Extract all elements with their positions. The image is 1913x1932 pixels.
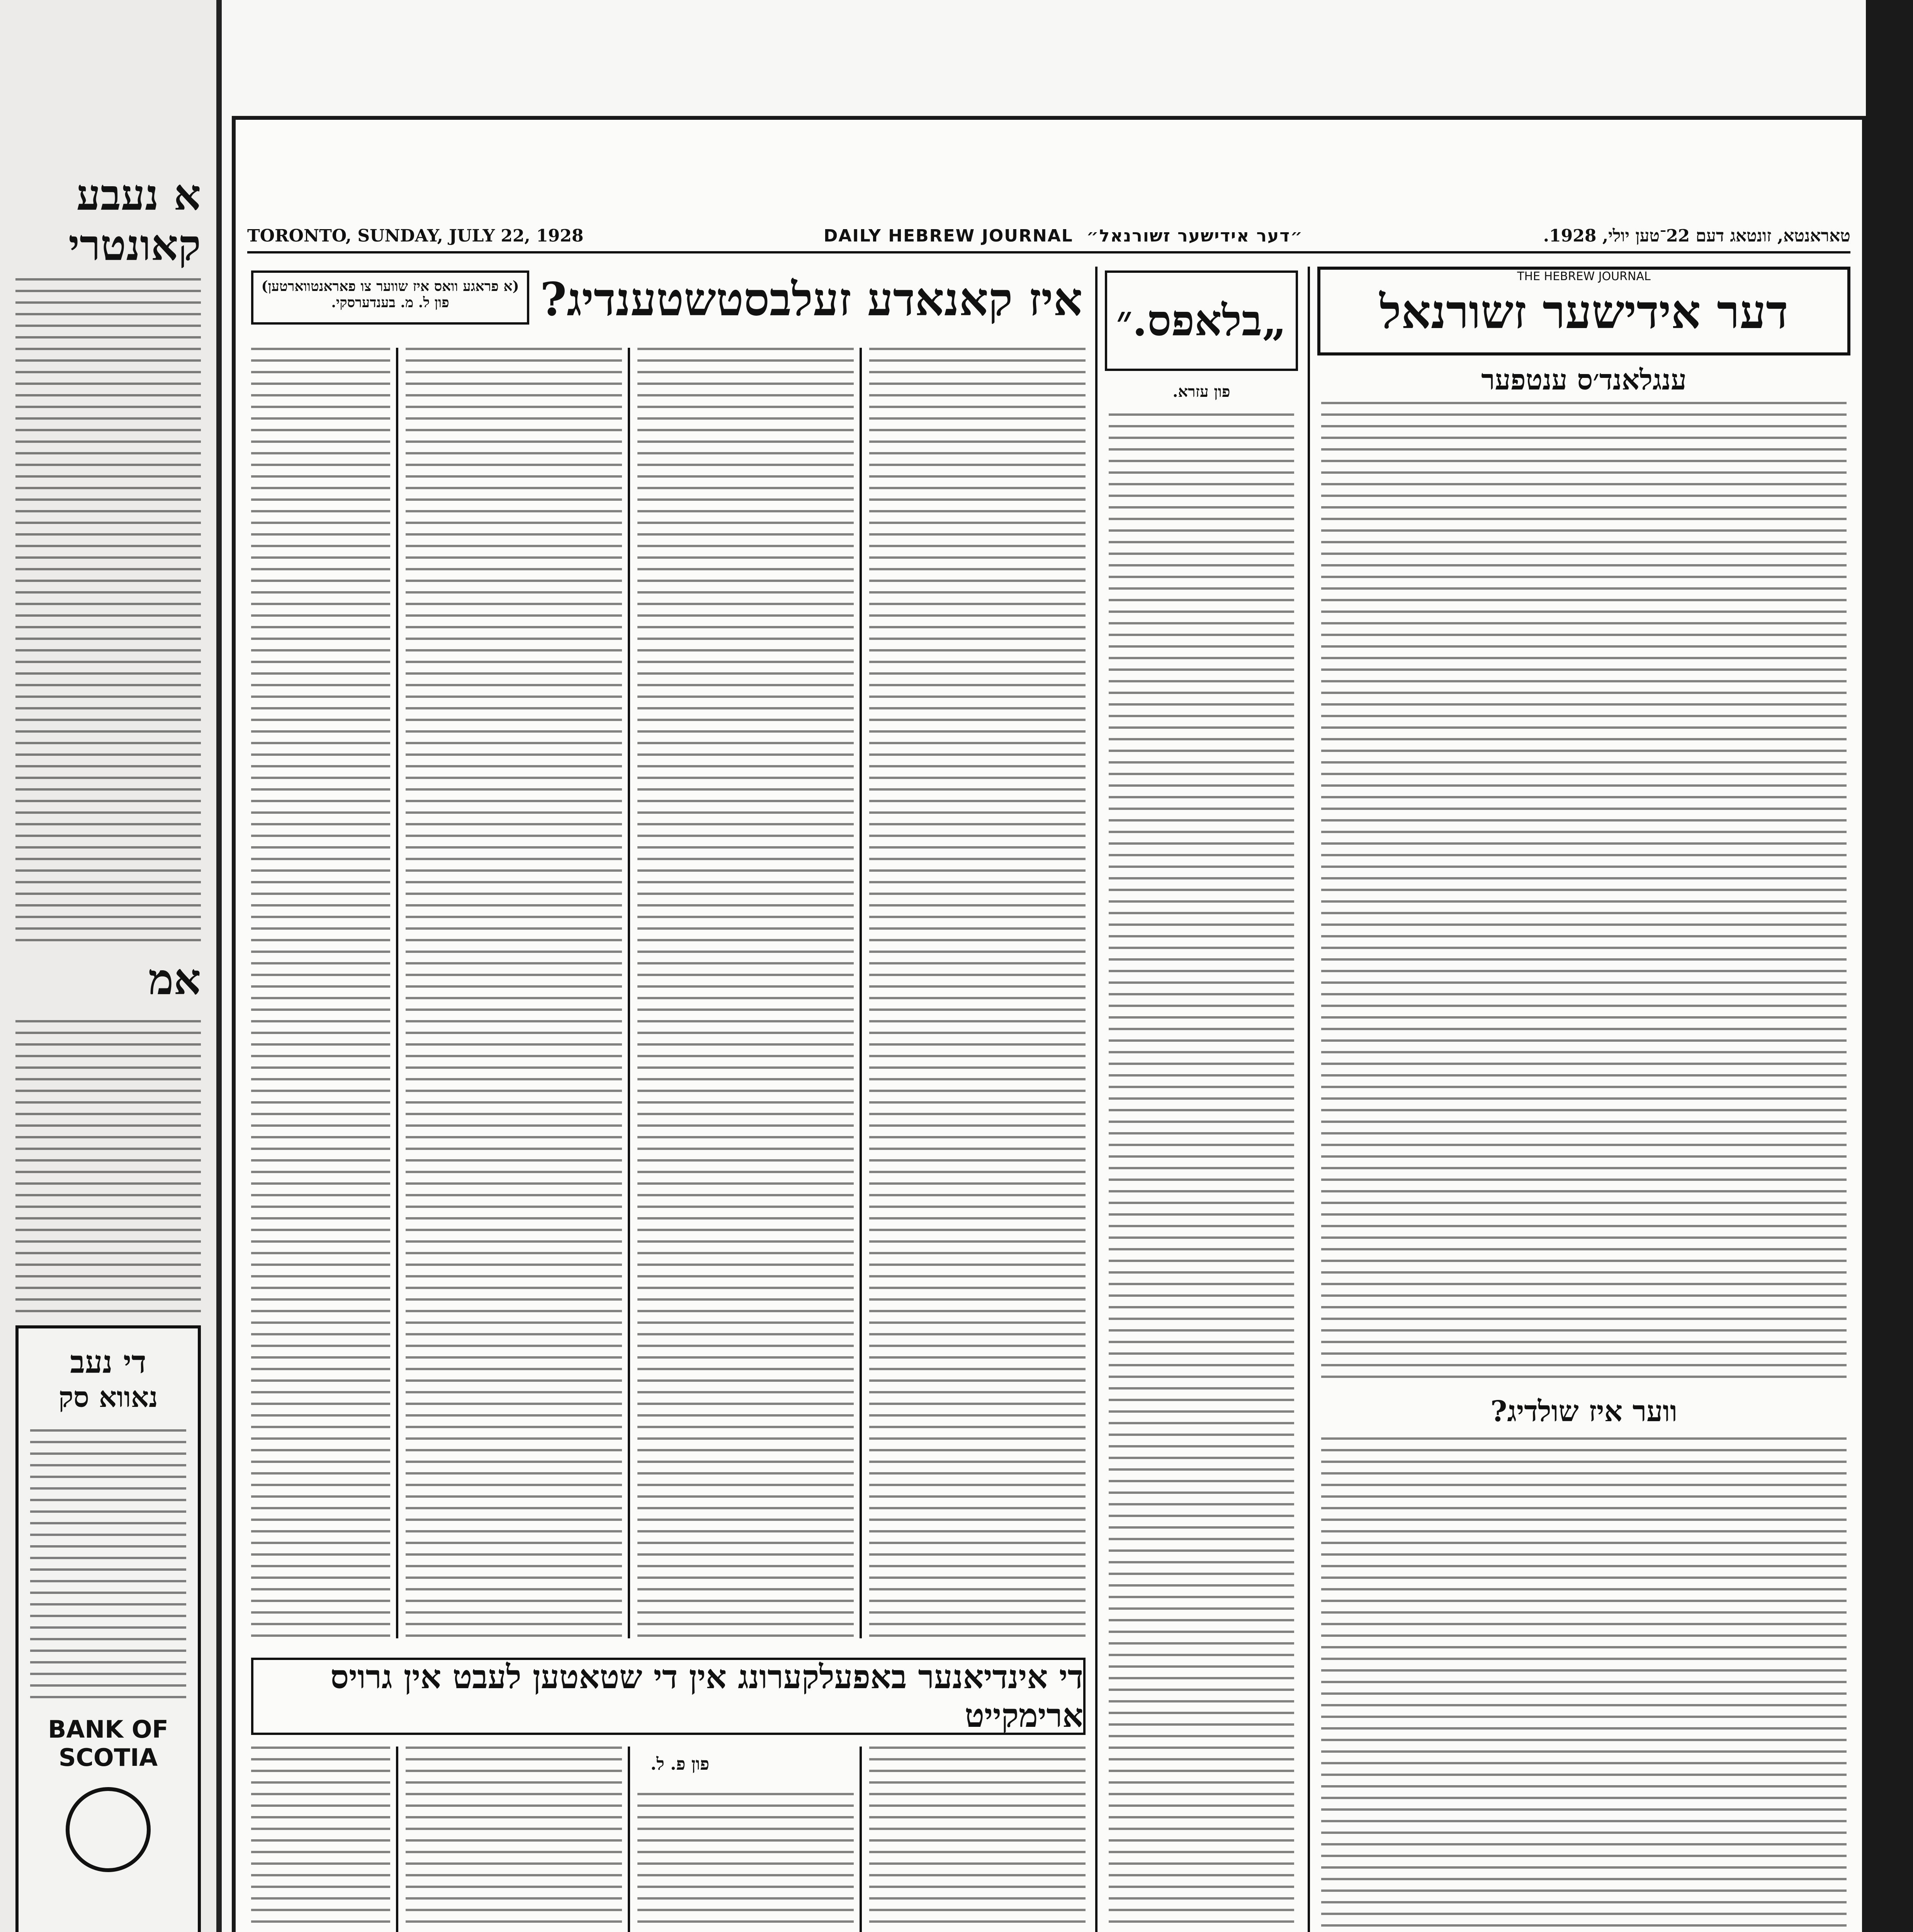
bank-ad-name-1: BANK OF (48, 1715, 168, 1743)
adjacent-headline-1: א נעבע (76, 170, 201, 220)
canada-column-3 (406, 348, 622, 1638)
folio-date-english: TORONTO, SUNDAY, JULY 22, 1928 (247, 226, 584, 246)
folio-paper-name (824, 226, 1303, 246)
adjacent-headline-2: קאונטרי (68, 220, 201, 270)
england-headline: ענגלאנד׳ס ענטפער (1481, 363, 1687, 396)
adjacent-headline-3: אמ (148, 954, 201, 1004)
indian-author: פון פ. ל. (650, 1754, 710, 1774)
folio-paper-name-yiddish: ״דער אידישער זשורנאל״ (1086, 226, 1303, 246)
canada-headline: איז קאנאדע זעלבסטשטענדיג? (540, 272, 1083, 326)
whos-guilty-article-body (1321, 1437, 1847, 1932)
blafs-title-box (1105, 270, 1298, 371)
adjacent-page-strip (0, 0, 222, 1932)
blafs-headline: „בלאפס.״ (1116, 296, 1287, 345)
scan-edge-shadow (1866, 0, 1913, 1932)
indian-column-1 (869, 1747, 1086, 1932)
canada-byline-line-1: (א פראגע וואס איז שווער צו פאראנטווארטען) (261, 278, 519, 294)
england-article-body (1321, 402, 1847, 1387)
blafs-author: פון עזרא. (1172, 383, 1230, 401)
masthead-english: THE HEBREW JOURNAL (1517, 270, 1651, 283)
indian-column-2 (637, 1793, 854, 1932)
canada-byline-box (251, 270, 529, 325)
bank-ad-line-2: נאווא סק (58, 1381, 158, 1413)
column-rule-3 (860, 348, 862, 1638)
canada-column-1 (869, 348, 1086, 1638)
canada-byline-author: פון ל. מ. בענדערסקי. (331, 294, 449, 311)
folio-date-yiddish: טאראנטא, זונטאג דעם 22־טען יולי, 1928. (1543, 226, 1850, 246)
adjacent-text-block-1 (15, 278, 201, 943)
newspaper-page (232, 116, 1866, 1932)
blafs-article-body (1109, 413, 1294, 1932)
column-rule-8 (396, 1747, 398, 1932)
canada-column-2 (637, 348, 854, 1638)
bank-ad-line-1: די נעב (70, 1344, 146, 1380)
indian-headline: די אינדיאנער באפעלקערונג אין די שטאטען לעבט אין גרויס ארימקייט (330, 1658, 1083, 1735)
whos-guilty-headline: ווער איז שולדיג? (1490, 1395, 1677, 1428)
indian-column-4 (251, 1747, 390, 1932)
bank-ad-body (30, 1429, 186, 1700)
canada-column-4 (251, 348, 390, 1638)
column-rule-7 (628, 1747, 630, 1932)
folio-line (247, 220, 1850, 253)
bank-ad-name-2: SCOTIA (58, 1743, 158, 1772)
column-rule-4 (628, 348, 630, 1638)
masthead-title: דער אידישער זשורנאל (1380, 285, 1788, 339)
column-rule-5 (396, 348, 398, 1638)
folio-paper-name-english: DAILY HEBREW JOURNAL (823, 226, 1073, 246)
column-rule-2 (1095, 267, 1098, 1932)
adjacent-bank-ad (15, 1325, 201, 1932)
column-rule-1 (1308, 267, 1310, 1932)
bank-seal-icon (66, 1787, 151, 1872)
editorial-masthead (1317, 267, 1850, 355)
indian-headline-box (251, 1658, 1086, 1735)
indian-column-3 (406, 1747, 622, 1932)
adjacent-text-block-2 (15, 1020, 201, 1314)
column-rule-6 (860, 1747, 862, 1932)
